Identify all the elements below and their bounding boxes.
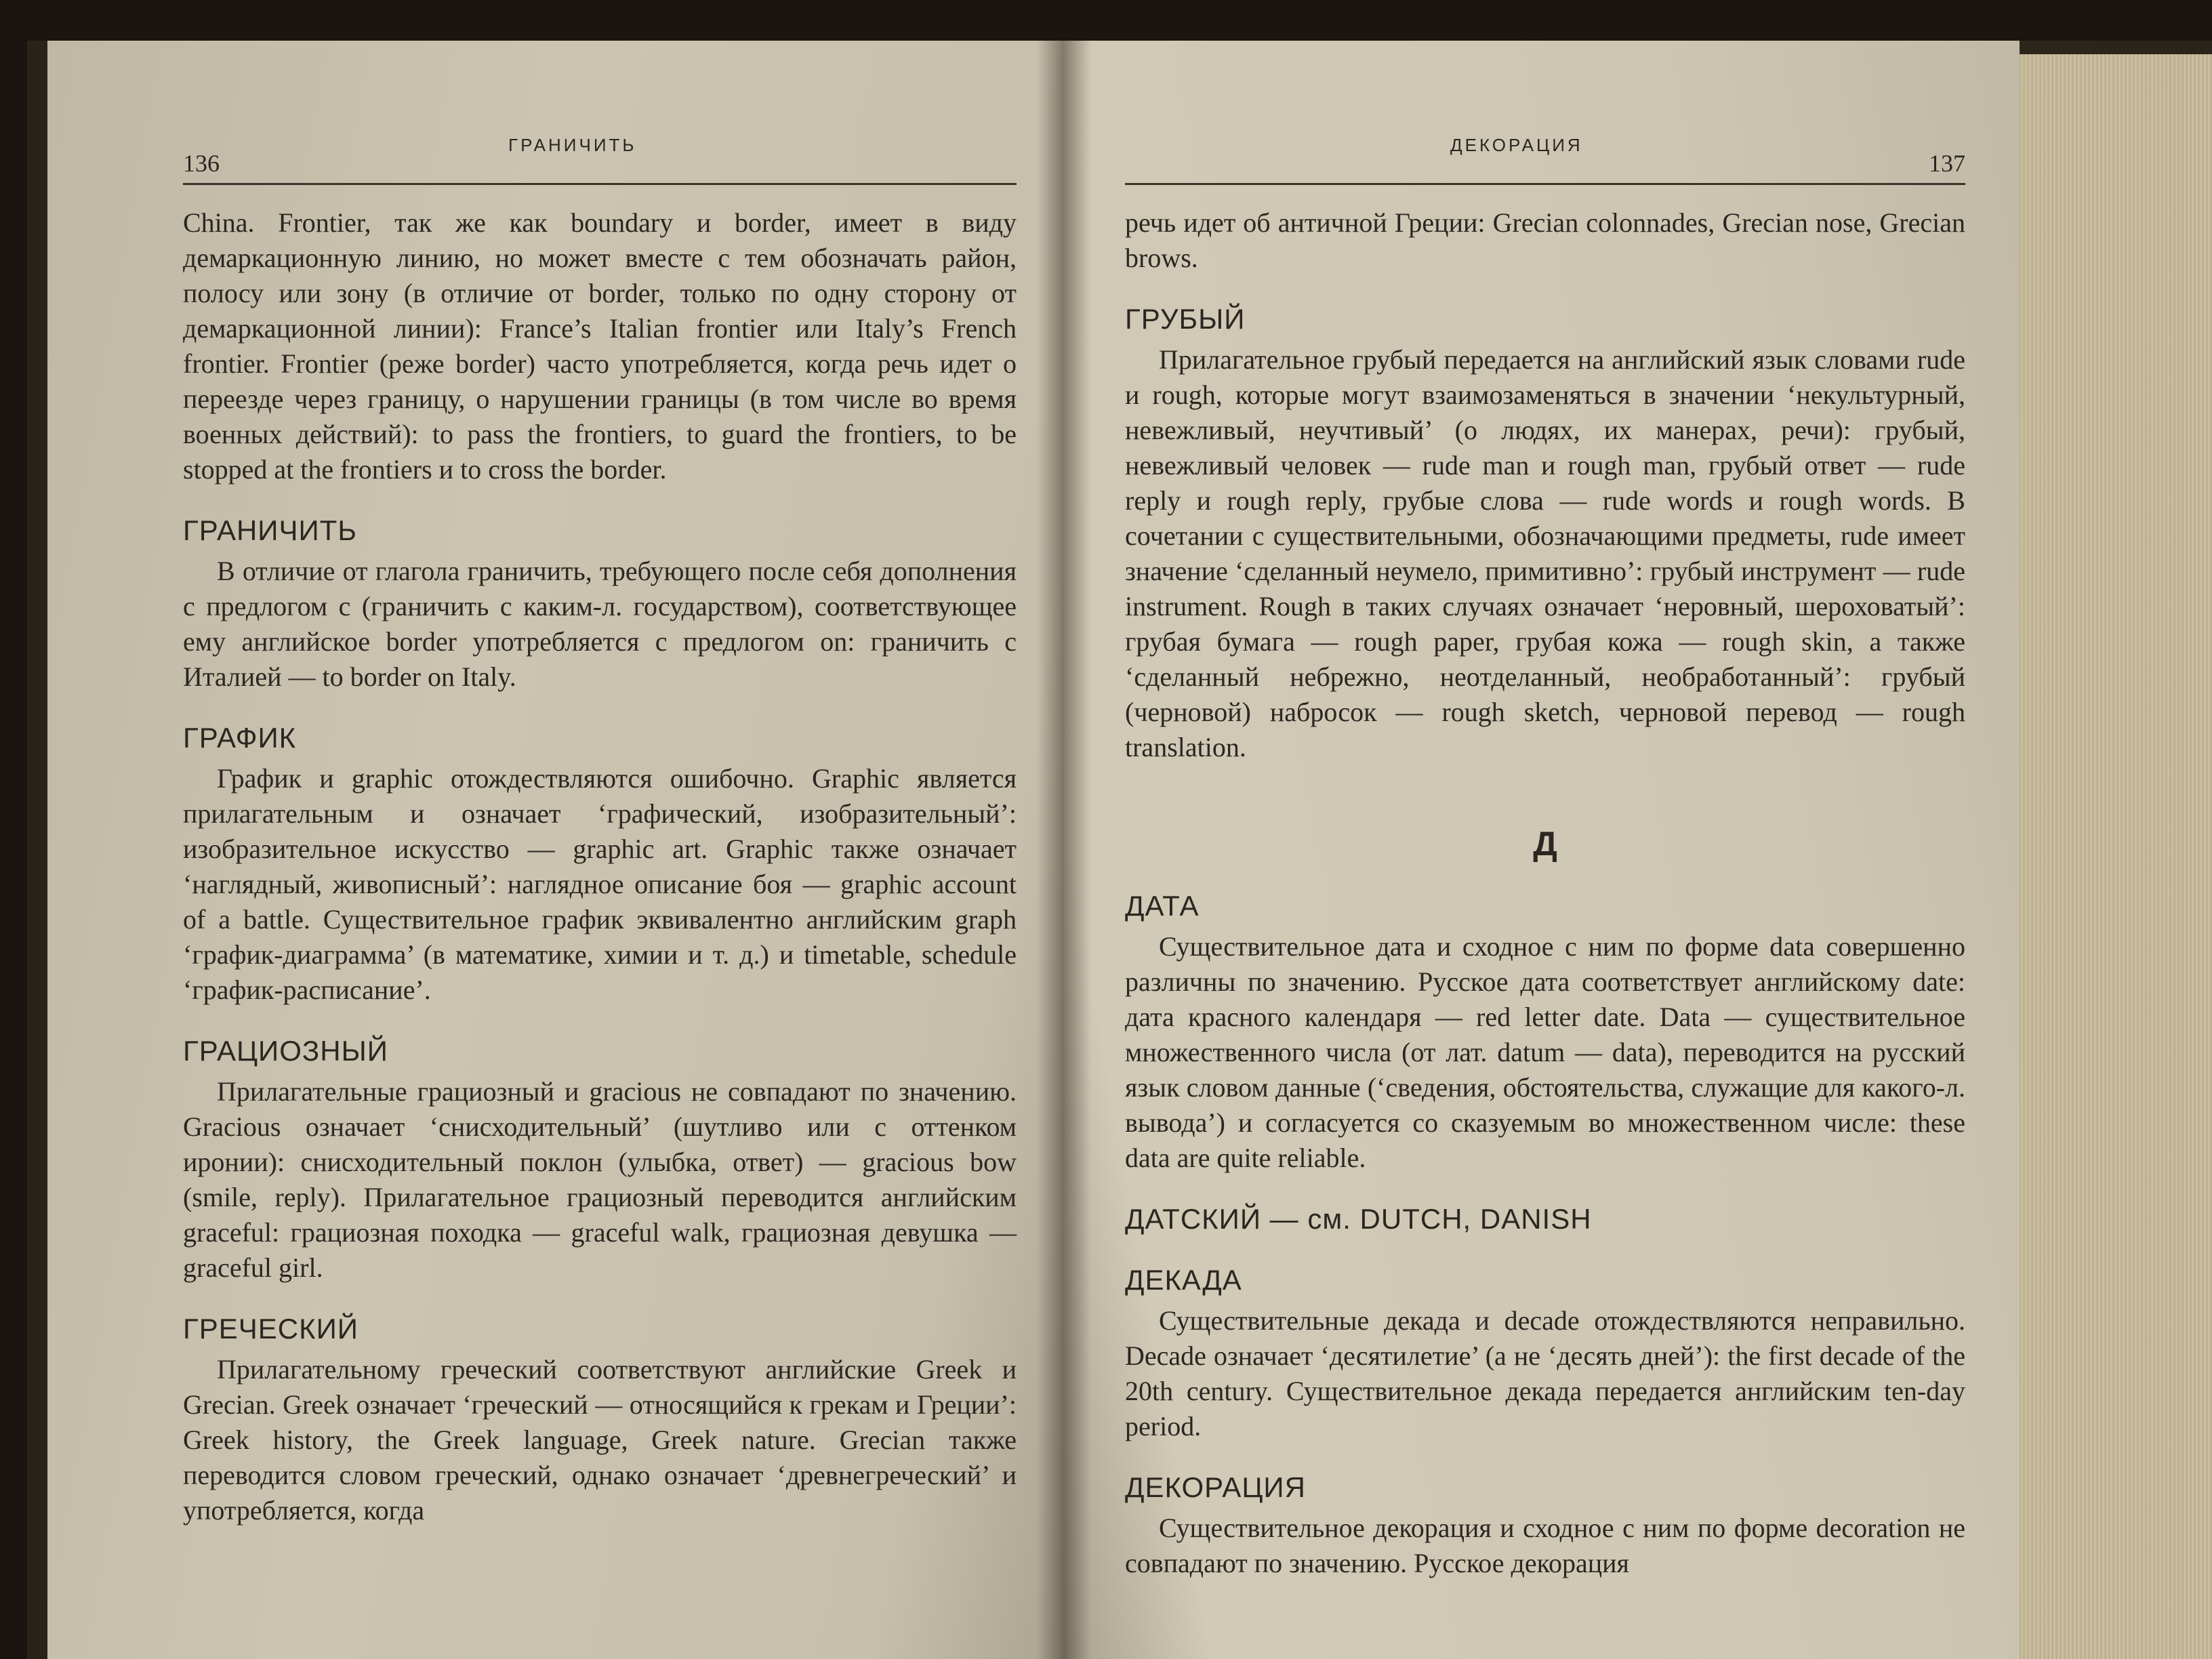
left-page: [47, 41, 1064, 1659]
right-page: [1064, 41, 2020, 1659]
entry-headword: ГРАФИК: [183, 722, 297, 754]
page-number: 137: [1929, 150, 1965, 177]
entry-text: Существительное дата и сходное с ним по форме data совершенно различны по значению. Русское дата соответствует английскому date: дата красного календаря — red letter date. Data — существительное множественного числа (от лат. datum — data), переводится на русский язык словом данные (‘сведения, обстоятельства, служащие для какого-л. вывода’) и согласуется со сказуемым во множественном числе: these data are quite reliable.: [1125, 931, 1965, 1173]
left-page-header: [183, 129, 1017, 185]
book-gutter: [1037, 41, 1091, 1659]
entry-headword: ДЕКАДА: [1125, 1264, 1242, 1296]
right-page-body: [1125, 205, 1965, 1581]
page-number: 136: [183, 150, 220, 177]
entry-text: Прилагательные грациозный и gracious не совпадают по значению. Gracious означает ‘снисходительный’ (шутливо или с оттенком иронии): снисходительный поклон (улыбка, ответ) — gracious bow (smile, reply). Прилагательное грациозный переводится английским graceful: грациозная походка — graceful walk, грациозная девушка — graceful girl.: [183, 1076, 1017, 1283]
right-page-header: [1125, 129, 1965, 185]
left-page-body: [183, 205, 1017, 1528]
entry-text: В отличие от глагола граничить, требующего после себя дополнения с предлогом с (граничить с каким-л. государством), соответствующее ему английское border употребляется с предлогом on: граничить с Италией — to border on Italy.: [183, 556, 1017, 692]
running-head: ДЕКОРАЦИЯ: [1450, 135, 1583, 155]
entry-text: Прилагательное грубый передается на английский язык словами rude и rough, которые могут взаимозаменяться в значении ‘некультурный, невежливый, неучтивый’ (о людях, их манерах, речи): грубый, невежливый человек — rude man и rough man, грубый ответ — rude reply и rough reply, грубые слова — rude words и rough words. В сочетании с существительными, обозначающими предметы, rude имеет значение ‘сделанный неумело, примитивно’: грубый инструмент — rude instrument. Rough в таких случаях означает ‘неровный, шероховатый’: грубая бумага — rough paper, грубая кожа — rough skin, а также ‘сделанный небрежно, неотделанный, необработанный’: грубый (черновой) набросок — rough sketch, черновой перевод — rough translation.: [1125, 344, 1965, 762]
section-letter: Д: [1533, 825, 1557, 863]
entry-text: Существительные декада и decade отождествляются неправильно. Decade означает ‘десятилетие’ (а не ‘десять дней’): the first decade of the 20th century. Существительное декада передается английским ten-day period.: [1125, 1305, 1965, 1441]
entry-headword: ГРАЦИОЗНЫЙ: [183, 1035, 388, 1067]
entry-headword: ГРЕЧЕСКИЙ: [183, 1313, 359, 1345]
page-edges: [2006, 54, 2212, 1659]
entry-headword: ДЕКОРАЦИЯ: [1125, 1471, 1306, 1503]
entry-headword: ГРАНИЧИТЬ: [183, 514, 357, 546]
entry-headword: ДАТСКИЙ — см. DUTCH, DANISH: [1125, 1203, 1592, 1235]
entry-headword: ДАТА: [1125, 890, 1200, 922]
entry-text: Прилагательному греческий соответствуют английские Greek и Grecian. Greek означает ‘греческий — относящийся к грекам и Греции’: Greek history, the Greek language, Greek nature. Grecian также переводится словом греческий, однако означает ‘древнегреческий’ и употребляется, когда: [183, 1354, 1017, 1525]
running-head: ГРАНИЧИТЬ: [508, 135, 637, 155]
entry-text: График и graphic отождествляются ошибочно. Graphic является прилагательным и означает ‘графический, изобразительный’: изобразительное искусство — graphic art. Graphic также означает ‘наглядный, живописный’: наглядное описание боя — graphic account of a battle. Существительное график эквивалентно английским graph ‘график-диаграмма’ (в математике, химии и т. д.) и timetable, schedule ‘график-расписание’.: [183, 763, 1017, 1005]
entry-headword: ГРУБЫЙ: [1125, 303, 1246, 335]
continuation-paragraph: China. Frontier, так же как boundary и border, имеет в виду демаркационную линию, но может вместе с тем обозначать район, полосу или зону (в отличие от border, только по одну сторону от демаркационной линии): France’s Italian frontier или Italy’s French frontier. Frontier (реже border) часто употребляется, когда речь идет о переезде через границу, о нарушении границы (в том числе во время военных действий): to pass the frontiers, to guard the frontiers, to be stopped at the frontiers и to cross the border.: [183, 207, 1017, 485]
entry-text: Существительное декорация и сходное с ним по форме decoration не совпадают по значению. Русское декорация: [1125, 1513, 1965, 1578]
continuation-paragraph: речь идет об античной Греции: Grecian colonnades, Grecian nose, Grecian brows.: [1125, 207, 1965, 273]
